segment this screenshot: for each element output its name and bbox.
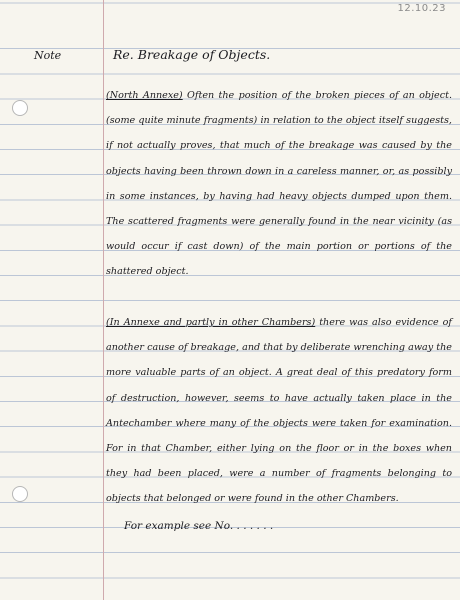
paragraph-lead: (In Annexe and partly in other Chambers) xyxy=(106,317,316,328)
punch-hole-top xyxy=(12,100,28,116)
paragraph-lead: (North Annexe) xyxy=(106,90,183,101)
show-through-text xyxy=(105,560,455,573)
note-heading: Re. Breakage of Objects. xyxy=(113,47,271,62)
margin-rule xyxy=(103,0,104,600)
paragraph-body: Often the position of the broken pieces of an object. (some quite minute fragments) in relation to the object itself suggests, if not actually proves, that much of the breakage was caused by the objects having been thrown down in a careless manner, or, as possibly in some instances, by having had heavy objects dumped upon them. The scattered fragments were generally found in the near vicinity (as would occur if cast down) of the main portion or portions of the shattered object. xyxy=(106,90,452,278)
margin-note: Note xyxy=(34,49,62,62)
paragraph-north-annexe xyxy=(106,83,452,285)
paragraph-body: there was also evidence of another cause of breakage, and that by deliberate wrenching away the more valuable parts of an object. A great deal of this predatory form of destruction, however, seems to have actually taken place in the Antechamber where many of the objects were taken for examination. For in that Chamber, either lying on the floor or in the boxes when they had been placed, were a number of fragments belonging to objects that belonged or were found in the other Chambers. xyxy=(106,317,452,505)
closing-line: For example see No. . . . . . . xyxy=(124,520,274,532)
page-date: 12.10.23 xyxy=(397,3,446,14)
paragraph-annexe-other-chambers xyxy=(106,310,452,512)
punch-hole-bottom xyxy=(12,486,28,502)
